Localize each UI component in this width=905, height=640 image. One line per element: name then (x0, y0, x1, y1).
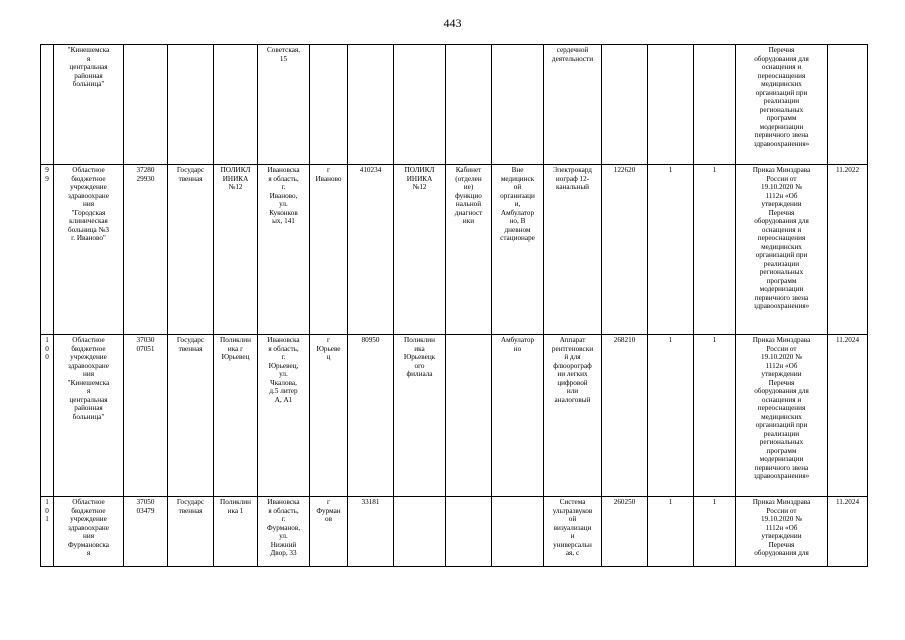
care-form-cell (492, 497, 544, 567)
department-cell: Поликлин ика Юрьевецк ого филиала (394, 335, 446, 497)
organization-cell: Областное бюджетное учреждение здравоохране ния "Городская клиническая больница №3 г. Иваново" (54, 165, 124, 335)
organization-cell: Областное бюджетное учреждение здравоохране ния Фурмановска я (54, 497, 124, 567)
row-number-cell (41, 45, 54, 165)
address-cell: Ивановска я область, г. Юрьевец, ул. Чкалова, д.5 литер А, А1 (258, 335, 310, 497)
equipment-cell: Система ультразвуков ой визуализаци и универсальн ая, с (544, 497, 602, 567)
care-form-cell: Вне медицинск ой организаци и, Амбулатор но, В дневном стационаре (492, 165, 544, 335)
department-cell (394, 45, 446, 165)
care-form-cell: Амбулатор но (492, 335, 544, 497)
ownership-cell: Государс твенная (168, 335, 214, 497)
organization-cell: "Кинешемска я центральная районная больница" (54, 45, 124, 165)
care-form-cell (492, 45, 544, 165)
locality-cell: г Фурман ов (310, 497, 348, 567)
address-cell: Ивановска я область, г. Фурманов, ул. Нижний Двор, 33 (258, 497, 310, 567)
unit-cell: ПОЛИКЛ ИНИКА №12 (214, 165, 258, 335)
locality-cell: г Юрьеве ц (310, 335, 348, 497)
locality-cell (310, 45, 348, 165)
quantity-planned-cell: 1 (694, 165, 736, 335)
row-number-cell: 1 0 1 (41, 497, 54, 567)
organization-cell: Областное бюджетное учреждение здравоохране ния "Кинешемска я центральная районная больница" (54, 335, 124, 497)
equipment-table (40, 44, 868, 567)
population-cell: 80950 (348, 335, 394, 497)
code-cell: 37030 07051 (124, 335, 168, 497)
code-cell: 37050 03479 (124, 497, 168, 567)
population-cell: 410234 (348, 165, 394, 335)
room-cell (446, 497, 492, 567)
locality-cell: г Иваново (310, 165, 348, 335)
regulation-cell: Приказ Минздрава России от 19.10.2020 № 1112н «Об утверждении Перечня оборудования для (736, 497, 828, 567)
row-number-cell: 9 9 (41, 165, 54, 335)
table-row (41, 165, 868, 335)
date-cell: 11.2024 (828, 497, 868, 567)
table-row (41, 45, 868, 165)
quantity-cell: 1 (648, 165, 694, 335)
ownership-cell: Государс твенная (168, 497, 214, 567)
quantity-cell: 1 (648, 335, 694, 497)
population-cell (348, 45, 394, 165)
room-cell (446, 45, 492, 165)
quantity-planned-cell: 1 (694, 335, 736, 497)
address-cell: Советская, 15 (258, 45, 310, 165)
address-cell: Ивановска я область, г. Иваново, ул. Куконков ых, 141 (258, 165, 310, 335)
unit-cell: Поликлин ика г Юрьевец (214, 335, 258, 497)
price-code-cell: 260250 (602, 497, 648, 567)
price-code-cell (602, 45, 648, 165)
date-cell: 11.2024 (828, 335, 868, 497)
price-code-cell: 268210 (602, 335, 648, 497)
quantity-cell: 1 (648, 497, 694, 567)
room-cell (446, 335, 492, 497)
equipment-cell: Аппарат рентгеновски й для флюорограф ии легких цифровой или аналоговый (544, 335, 602, 497)
price-code-cell: 122620 (602, 165, 648, 335)
row-number-cell: 1 0 0 (41, 335, 54, 497)
quantity-planned-cell: 1 (694, 497, 736, 567)
department-cell (394, 497, 446, 567)
regulation-cell: Приказ Минздрава России от 19.10.2020 № 1112н «Об утверждении Перечня оборудования для оснащения и переоснащения медицинских организаций при реализации региональных программ модернизации первичного звена здравоохранения» (736, 335, 828, 497)
table-body (41, 45, 868, 567)
ownership-cell: Государс твенная (168, 165, 214, 335)
date-cell: 11.2022 (828, 165, 868, 335)
page-number: 443 (443, 16, 462, 30)
code-cell (124, 45, 168, 165)
code-cell: 37280 29930 (124, 165, 168, 335)
regulation-cell: Приказ Минздрава России от 19.10.2020 № 1112н «Об утверждении Перечня оборудования для оснащения и переоснащения медицинских организаций при реализации региональных программ модернизации первичного звена здравоохранения» (736, 165, 828, 335)
table-row (41, 335, 868, 497)
department-cell: ПОЛИКЛ ИНИКА №12 (394, 165, 446, 335)
quantity-planned-cell (694, 45, 736, 165)
ownership-cell (168, 45, 214, 165)
population-cell: 33181 (348, 497, 394, 567)
quantity-cell (648, 45, 694, 165)
unit-cell (214, 45, 258, 165)
room-cell: Кабинет (отделен ие) функцио нальной диагност ики (446, 165, 492, 335)
equipment-cell: сердечной деятельности (544, 45, 602, 165)
unit-cell: Поликлин ика 1 (214, 497, 258, 567)
regulation-cell: Перечня оборудования для оснащения и переоснащения медицинских организаций при реализации региональных программ модернизации первичного звена здравоохранения» (736, 45, 828, 165)
table-row (41, 497, 868, 567)
equipment-cell: Электрокард иограф 12- канальный (544, 165, 602, 335)
date-cell (828, 45, 868, 165)
